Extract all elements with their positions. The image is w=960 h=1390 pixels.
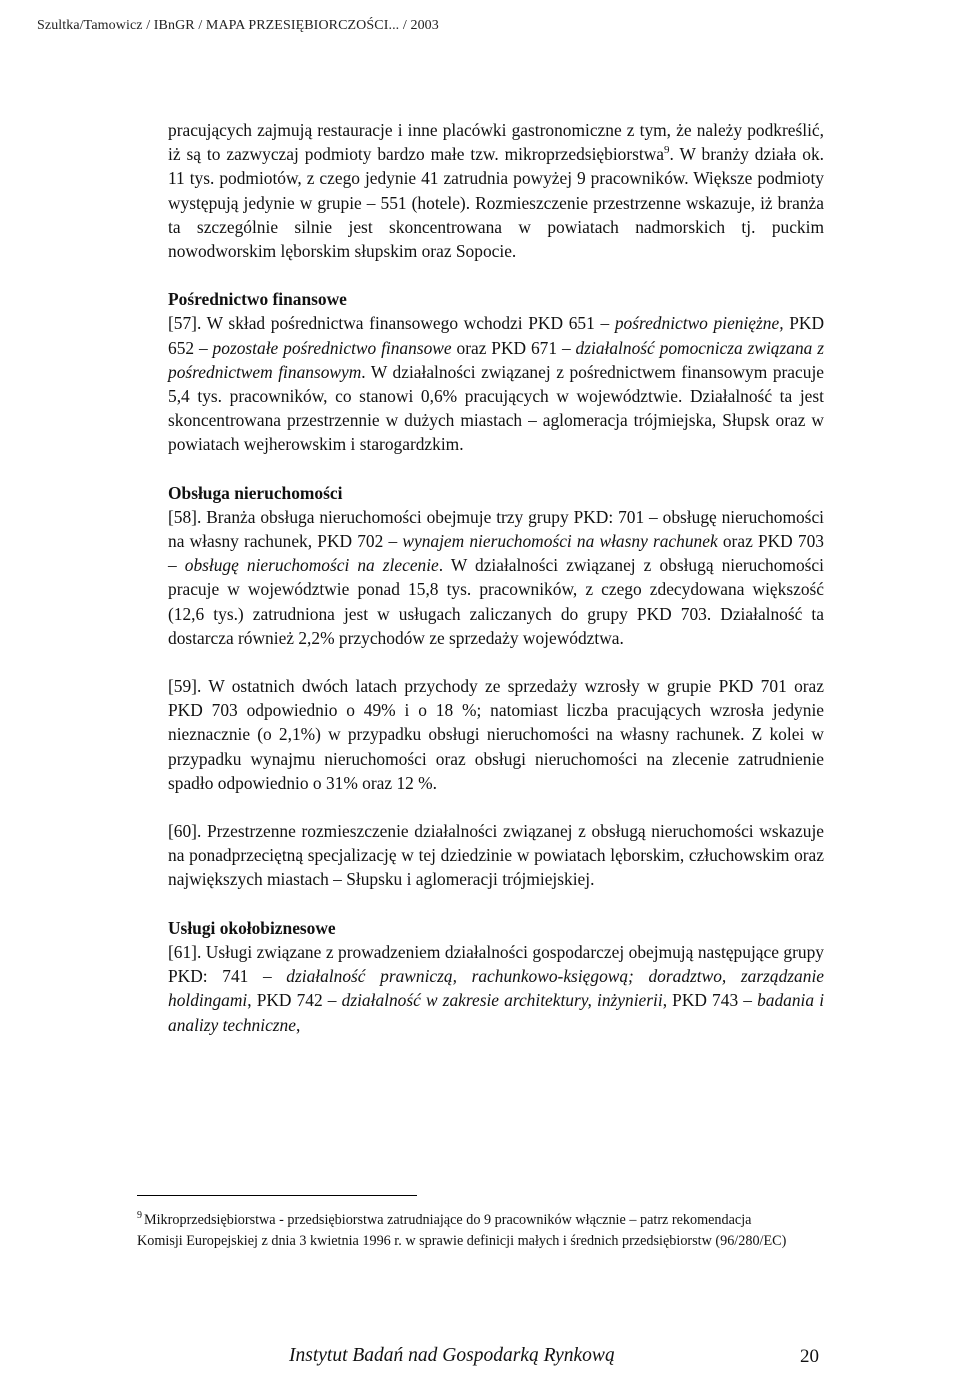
section-heading-financial: Pośrednictwo finansowe — [168, 289, 347, 310]
p58-text: [58]. Branża obsługa nieruchomości obejmuje trzy grupy PKD: 701 – obsługę nieruchomości na własny rachunek, PKD 702 – — [168, 506, 824, 552]
footnote-reference[interactable]: 9 — [664, 144, 670, 157]
p61-italic: działalność w zakresie architektury, inżynierii — [341, 990, 663, 1011]
footnote-text: Mikroprzedsiębiorstwa - przedsiębiorstwa zatrudniające do 9 pracowników włącznie – patrz rekomendacja Komisji Europejskiej z dnia 3 kwietnia 1996 r. w sprawie definicji małych i średnich przedsiębiorstw (96/280/EC) — [137, 1212, 787, 1249]
p61-text: , — [295, 1014, 301, 1035]
p58-text: . W działalności związanej z obsługą nieruchomości pracuje w województwie ponad 15,8 tys. pracowników, z czego zdecydowana większość (12,6 tys.) zatrudniona jest w usługach zaliczanych do grupy PKD 703. Działalność ta dostarcza również 2,2% przychodów ze sprzedaży województwa. — [168, 555, 824, 648]
footnote-number: 9 — [137, 1210, 142, 1222]
paragraph-57 — [168, 311, 824, 456]
section-heading-business-services: Usługi okołobiznesowe — [168, 917, 336, 938]
p61-italic: badania i analizy techniczne — [168, 990, 825, 1035]
p57-italic: pozostałe pośrednictwo finansowe — [212, 337, 452, 358]
p57-italic: pośrednictwo pieniężne, — [614, 313, 784, 334]
footnote — [137, 1210, 787, 1251]
p61-text: , PKD 742 – — [247, 990, 342, 1011]
paragraph-60: [60]. Przestrzenne rozmieszczenie działalności związanej z obsługą nieruchomości wskazuje na ponadprzeciętną specjalizację w tej dziedzinie w powiatach lęborskim, człuchowskim oraz największych miastach – Słupsku i aglomeracji trójmiejskiej. — [168, 821, 824, 890]
page-number: 20 — [800, 1346, 819, 1367]
p57-italic: działalność pomocnicza związana z pośrednictwem finansowym — [168, 337, 824, 382]
p58-text: oraz PKD 703 – — [168, 531, 825, 576]
paragraph-59: [59]. W ostatnich dwóch latach przychody ze sprzedaży wzrosły w grupie PKD 701 oraz PKD 703 odpowiednio o 49% i o 18 %; natomiast liczba pracujących wzrosła jedynie nieznacznie (o 2,1%) w przypadku obsługi nieruchomości na własny rachunek. Z kolei w przypadku wynajmu nieruchomości oraz obsługi nieruchomości na zlecenie zatrudnienie spadło odpowiednio o 31% oraz 12 %. — [168, 676, 824, 793]
running-header: Szultka/Tamowicz / IBnGR / MAPA PRZESIĘBIORCZOŚCI... / 2003 — [37, 18, 439, 33]
paragraph-58 — [168, 505, 824, 650]
intro-text-continued: . W branży działa ok. 11 tys. podmiotów, z czego jedynie 41 zatrudnia powyżej 9 pracowników. Większe podmioty występują jedynie w grupie – 551 (hotele). Rozmieszczenie przestrzenne wskazuje, iż branża ta szczególnie silnie jest skoncentrowana w powiatach nadmorskich tj. puckim nowodworskim lęborskim słupskim oraz Sopocie. — [168, 144, 825, 262]
paragraph-61 — [168, 940, 824, 1037]
p61-italic: działalność prawniczą, rachunkowo-księgową; doradztwo, zarządzanie holdingami — [168, 966, 824, 1011]
section-heading-real-estate: Obsługa nieruchomości — [168, 482, 343, 503]
footer-institution: Instytut Badań nad Gospodarką Rynkową — [289, 1345, 615, 1366]
p57-text: oraz PKD 671 – — [451, 337, 576, 358]
p57-text: [57]. W skład pośrednictwa finansowego wchodzi PKD 651 – — [168, 313, 615, 334]
p61-text: , PKD 743 – — [662, 990, 758, 1011]
page-body — [168, 118, 824, 1037]
p58-italic: wynajem nieruchomości na własny rachunek — [402, 531, 718, 552]
intro-text: pracujących zajmują restauracje i inne placówki gastronomiczne z tym, że należy podkreślić, iż są to zazwyczaj podmioty bardzo małe tzw. mikroprzedsiębiorstwa — [168, 120, 824, 165]
p58-italic: obsługę nieruchomości na zlecenie — [184, 555, 439, 576]
p57-text: . W działalności związanej z pośrednictwem finansowym pracuje 5,4 tys. pracowników, co stanowi 0,6% pracujących w województwie. Działalność ta jest skoncentrowana przestrzennie w dużych miastach – aglomeracja trójmiejska, Słupsk oraz w powiatach wejherowskim i starogardzkim. — [168, 361, 824, 455]
p61-text: [61]. Usługi związane z prowadzeniem działalności gospodarczej obejmują następujące grupy PKD: 741 – — [168, 941, 824, 987]
p57-text: PKD 652 – — [168, 313, 825, 358]
intro-paragraph — [168, 118, 824, 263]
footnote-divider — [137, 1195, 417, 1196]
